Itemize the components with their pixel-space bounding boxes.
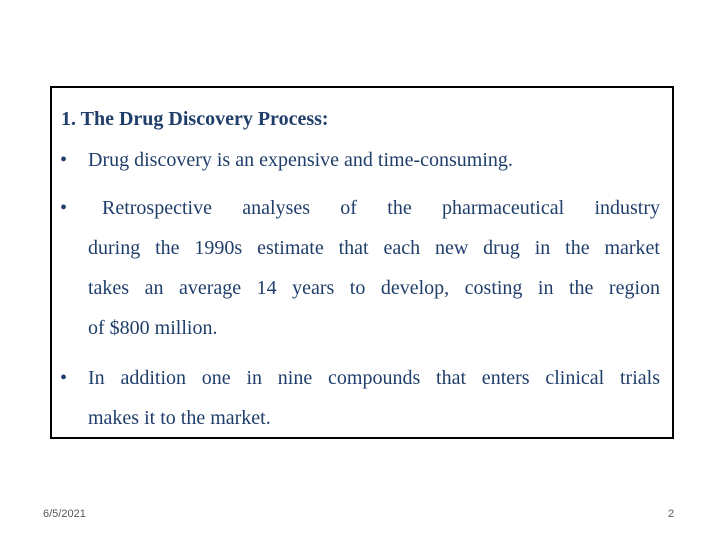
- bullet-text: [88, 358, 660, 438]
- bullet-item-3: [60, 358, 660, 438]
- footer-date: 6/5/2021: [43, 508, 86, 520]
- bullet-line: of $800 million.: [88, 317, 218, 339]
- bullet-marker: •: [60, 149, 68, 171]
- bullet-line: during the 1990s estimate that each new drug in the market: [88, 237, 660, 259]
- bullet-marker: •: [60, 197, 68, 219]
- bullet-text: [88, 188, 660, 348]
- bullet-line: Drug discovery is an expensive and time-consuming.: [88, 149, 513, 171]
- slide-heading: 1. The Drug Discovery Process:: [61, 108, 329, 130]
- content-box: [50, 86, 674, 439]
- bullet-text: [88, 140, 660, 180]
- bullet-line: In addition one in nine compounds that enters clinical trials: [88, 367, 660, 389]
- bullet-line: Retrospective analyses of the pharmaceutical industry: [102, 197, 660, 219]
- slide-number: 2: [668, 508, 675, 520]
- bullet-line: takes an average 14 years to develop, costing in the region: [88, 277, 660, 299]
- bullet-line: makes it to the market.: [88, 407, 271, 429]
- bullet-item-1: [60, 140, 660, 180]
- bullet-marker: •: [60, 367, 68, 389]
- bullet-item-2: [60, 188, 660, 348]
